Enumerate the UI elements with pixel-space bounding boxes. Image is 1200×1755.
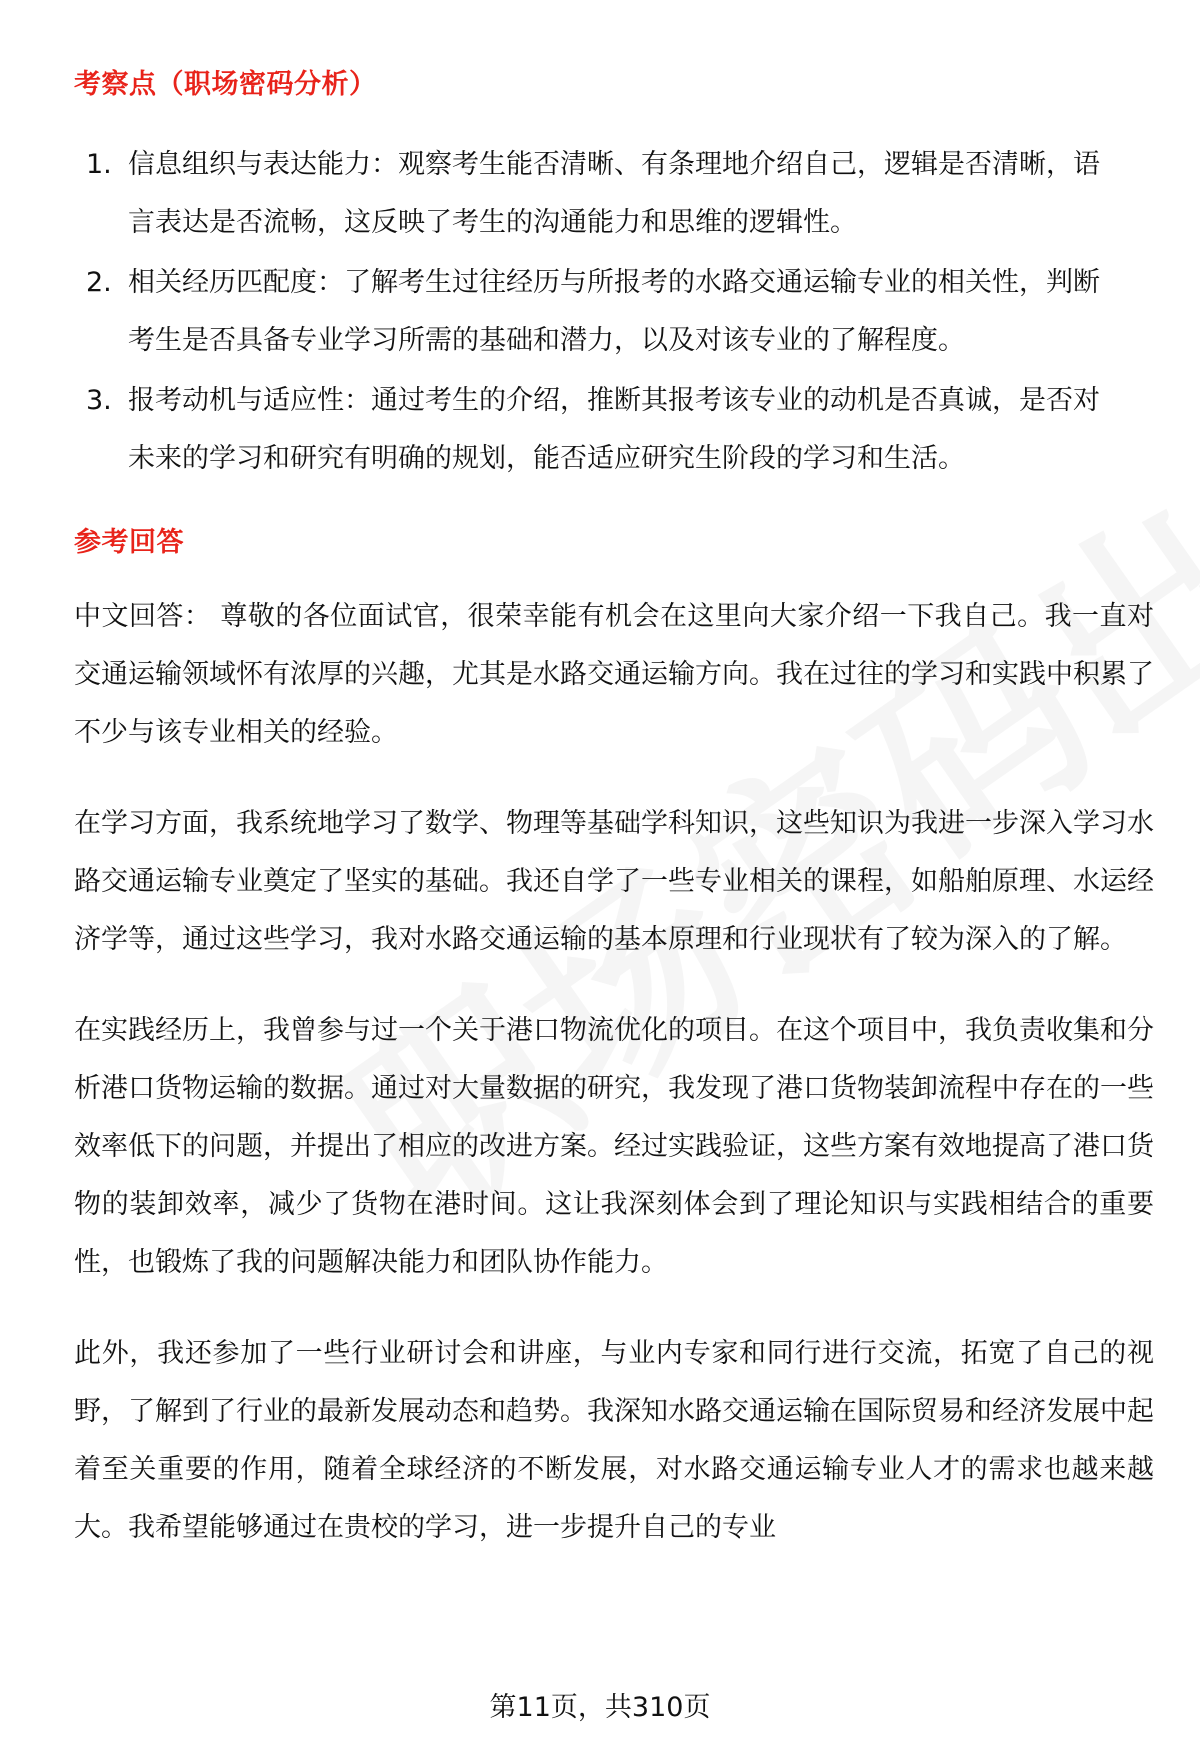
answer-paragraph: 中文回答： 尊敬的各位面试官，很荣幸能有机会在这里向大家介绍一下我自己。我一直对交通运输领域怀有浓厚的兴趣，尤其是水路交通运输方向。我在过往的学习和实践中积累了不少与该专业相关的经验。 [74, 601, 1154, 748]
answer-body [74, 588, 1154, 1590]
answer-paragraph: 此外，我还参加了一些行业研讨会和讲座，与业内专家和同行进行交流，拓宽了自己的视野，了解到了行业的最新发展动态和趋势。我深知水路交通运输在国际贸易和经济发展中起着至关重要的作用，随着全球经济的不断发展，对水路交通运输专业人才的需求也越来越大。我希望能够通过在贵校的学习，进一步提升自己的专业 [74, 1338, 1154, 1543]
criteria-number: 3. [86, 385, 112, 416]
criteria-text: 信息组织与表达能力：观察考生能否清晰、有条理地介绍自己，逻辑是否清晰，语言表达是否流畅，这反映了考生的沟通能力和思维的逻辑性。 [128, 149, 1100, 238]
criteria-item [74, 254, 1124, 370]
criteria-item [74, 136, 1124, 252]
page-footer: 第11页，共310页 [0, 1686, 1200, 1730]
section-title: 考察点（职场密码分析） [74, 69, 377, 100]
criteria-text: 相关经历匹配度：了解考生过往经历与所报考的水路交通运输专业的相关性，判断考生是否具备专业学习所需的基础和潜力，以及对该专业的了解程度。 [128, 267, 1100, 356]
answer-paragraph: 在实践经历上，我曾参与过一个关于港口物流优化的项目。在这个项目中，我负责收集和分析港口货物运输的数据。通过对大量数据的研究，我发现了港口货物装卸流程中存在的一些效率低下的问题，并提出了相应的改进方案。经过实践验证，这些方案有效地提高了港口货物的装卸效率，减少了货物在港时间。这让我深刻体会到了理论知识与实践相结合的重要性，也锻炼了我的问题解决能力和团队协作能力。 [74, 1015, 1154, 1278]
criteria-item [74, 372, 1124, 488]
criteria-number: 1. [86, 149, 112, 180]
criteria-number: 2. [86, 267, 112, 298]
criteria-text: 报考动机与适应性：通过考生的介绍，推断其报考该专业的动机是否真诚，是否对未来的学习和研究有明确的规划，能否适应研究生阶段的学习和生活。 [128, 385, 1100, 474]
answer-paragraph: 在学习方面，我系统地学习了数学、物理等基础学科知识，这些知识为我进一步深入学习水路交通运输专业奠定了坚实的基础。我还自学了一些专业相关的课程，如船舶原理、水运经济学等，通过这些学习，我对水路交通运输的基本原理和行业现状有了较为深入的了解。 [74, 808, 1154, 955]
answer-title: 参考回答 [74, 527, 184, 558]
criteria-list [74, 136, 1124, 490]
